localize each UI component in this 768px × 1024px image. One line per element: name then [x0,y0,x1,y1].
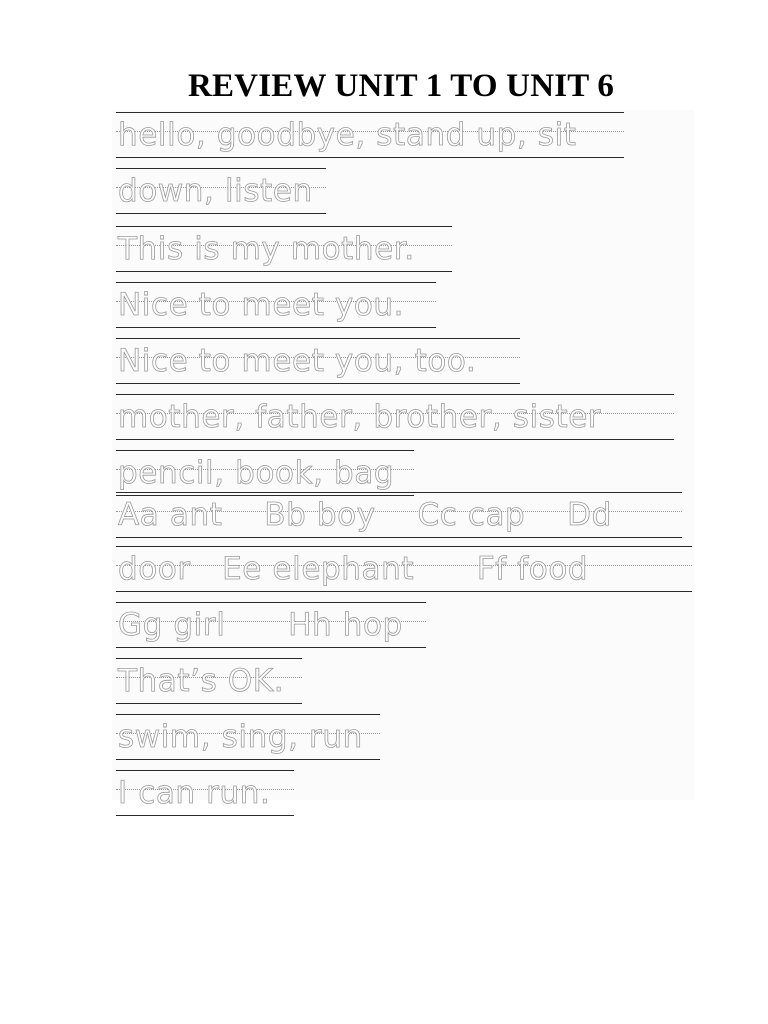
tracing-line [116,546,692,592]
tracing-line [116,492,682,538]
page-title: REVIEW UNIT 1 TO UNIT 6 [187,68,615,104]
tracing-text: Gg girl Hh hop [118,607,403,643]
tracing-text: That’s OK. [118,663,285,699]
tracing-line [116,226,452,272]
tracing-text: swim, sing, run [118,719,363,755]
tracing-line [116,112,624,158]
tracing-line [116,394,674,440]
tracing-text: down, listen [118,173,313,209]
tracing-line [116,602,426,648]
tracing-line [116,714,380,760]
tracing-text: door Ee elephant Ff food [118,551,589,587]
tracing-text: Nice to meet you, too. [118,343,477,379]
tracing-text: mother, father, brother, sister [118,399,602,435]
tracing-line [116,450,414,496]
tracing-text: I can run. [118,775,271,811]
tracing-line [116,282,436,328]
tracing-text: Aa ant Bb boy Cc cap Dd [118,497,612,533]
tracing-line [116,338,520,384]
tracing-text: This is my mother. [118,231,415,267]
tracing-line [116,658,302,704]
tracing-line [116,770,294,816]
tracing-line [116,168,326,214]
tracing-text: pencil, book, bag [118,455,395,491]
tracing-text: Nice to meet you. [118,287,405,323]
tracing-text: hello, goodbye, stand up, sit [118,117,577,153]
